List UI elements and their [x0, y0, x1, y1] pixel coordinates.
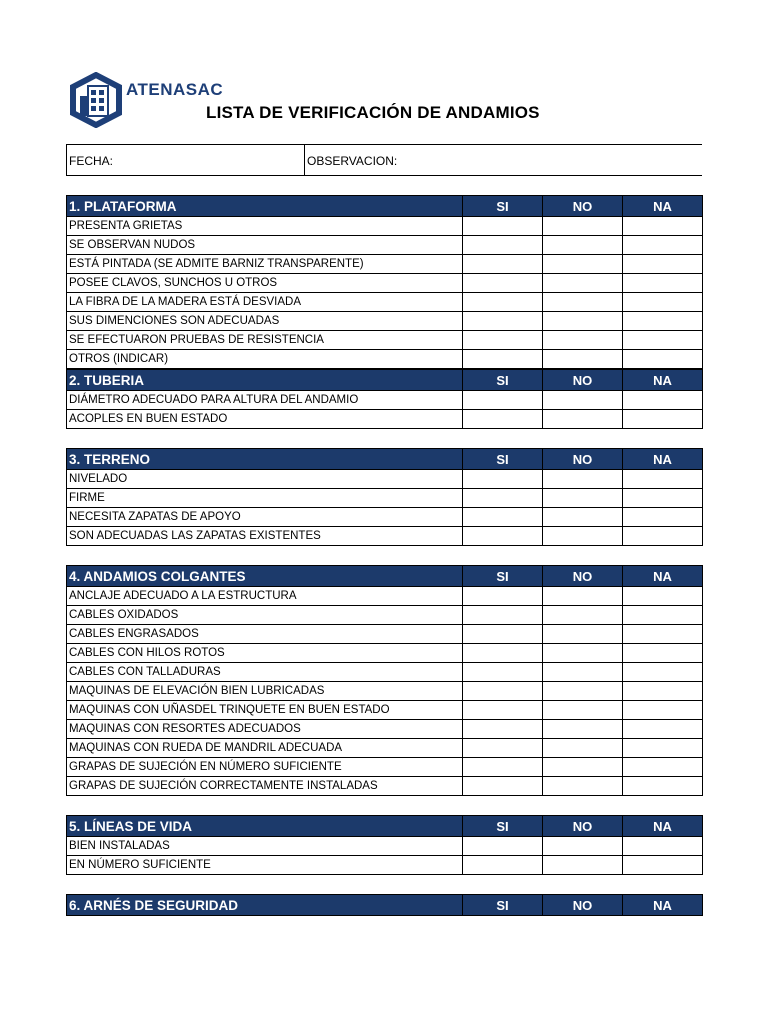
checkbox-cell-na[interactable]	[623, 293, 703, 312]
item-label: ANCLAJE ADECUADO A LA ESTRUCTURA	[67, 587, 463, 606]
item-label: SE OBSERVAN NUDOS	[67, 236, 463, 255]
column-header: NO	[543, 449, 623, 470]
section-header	[67, 196, 703, 217]
checkbox-cell-si[interactable]	[463, 410, 543, 429]
item-label: SON ADECUADAS LAS ZAPATAS EXISTENTES	[67, 527, 463, 546]
checkbox-cell-si[interactable]	[463, 470, 543, 489]
column-header: NA	[623, 196, 703, 217]
checkbox-cell-no[interactable]	[543, 701, 623, 720]
section-spacer	[66, 546, 702, 565]
section-spacer	[66, 875, 702, 894]
checkbox-cell-no[interactable]	[543, 856, 623, 875]
checkbox-cell-no[interactable]	[543, 236, 623, 255]
checkbox-cell-no[interactable]	[543, 758, 623, 777]
section-title: 4. ANDAMIOS COLGANTES	[67, 566, 463, 587]
item-label: ESTÁ PINTADA (SE ADMITE BARNIZ TRANSPARENTE)	[67, 255, 463, 274]
checkbox-cell-no[interactable]	[543, 489, 623, 508]
checkbox-cell-si[interactable]	[463, 350, 543, 369]
checkbox-cell-si[interactable]	[463, 527, 543, 546]
checkbox-cell-na[interactable]	[623, 837, 703, 856]
checkbox-cell-na[interactable]	[623, 739, 703, 758]
column-header: NA	[623, 566, 703, 587]
checkbox-cell-si[interactable]	[463, 856, 543, 875]
item-label: DIÁMETRO ADECUADO PARA ALTURA DEL ANDAMIO	[67, 391, 463, 410]
checklist-sections	[66, 195, 702, 916]
column-header: SI	[463, 370, 543, 391]
checkbox-cell-si[interactable]	[463, 701, 543, 720]
checklist-row	[67, 312, 703, 331]
checkbox-cell-si[interactable]	[463, 255, 543, 274]
checkbox-cell-na[interactable]	[623, 777, 703, 796]
checklist-row	[67, 644, 703, 663]
header-fields	[66, 144, 702, 176]
checkbox-cell-si[interactable]	[463, 644, 543, 663]
checkbox-cell-na[interactable]	[623, 312, 703, 331]
checkbox-cell-no[interactable]	[543, 217, 623, 236]
checklist-row	[67, 625, 703, 644]
section-header	[67, 370, 703, 391]
checkbox-cell-si[interactable]	[463, 236, 543, 255]
checklist-row	[67, 350, 703, 369]
column-header: NO	[543, 196, 623, 217]
checkbox-cell-si[interactable]	[463, 606, 543, 625]
checkbox-cell-no[interactable]	[543, 739, 623, 758]
checkbox-cell-na[interactable]	[623, 331, 703, 350]
item-label: ACOPLES EN BUEN ESTADO	[67, 410, 463, 429]
column-header: NA	[623, 816, 703, 837]
checkbox-cell-si[interactable]	[463, 331, 543, 350]
checkbox-cell-si[interactable]	[463, 312, 543, 331]
item-label: LA FIBRA DE LA MADERA ESTÁ DESVIADA	[67, 293, 463, 312]
checkbox-cell-no[interactable]	[543, 837, 623, 856]
checkbox-cell-si[interactable]	[463, 682, 543, 701]
section-title: 2. TUBERIA	[67, 370, 463, 391]
checklist-row	[67, 391, 703, 410]
checkbox-cell-no[interactable]	[543, 644, 623, 663]
checklist-row	[67, 856, 703, 875]
checklist-row	[67, 758, 703, 777]
checklist-row	[67, 331, 703, 350]
item-label: GRAPAS DE SUJECIÓN CORRECTAMENTE INSTALADAS	[67, 777, 463, 796]
checkbox-cell-si[interactable]	[463, 758, 543, 777]
item-label: BIEN INSTALADAS	[67, 837, 463, 856]
checkbox-cell-na[interactable]	[623, 587, 703, 606]
section-spacer	[66, 796, 702, 815]
checklist-row	[67, 720, 703, 739]
checkbox-cell-na[interactable]	[623, 274, 703, 293]
checkbox-cell-no[interactable]	[543, 331, 623, 350]
checkbox-cell-no[interactable]	[543, 663, 623, 682]
item-label: CABLES ENGRASADOS	[67, 625, 463, 644]
checkbox-cell-na[interactable]	[623, 856, 703, 875]
checkbox-cell-na[interactable]	[623, 508, 703, 527]
checkbox-cell-si[interactable]	[463, 837, 543, 856]
checklist-row	[67, 606, 703, 625]
checkbox-cell-si[interactable]	[463, 489, 543, 508]
column-header: SI	[463, 816, 543, 837]
checklist-section	[66, 195, 703, 369]
checkbox-cell-si[interactable]	[463, 625, 543, 644]
checkbox-cell-na[interactable]	[623, 255, 703, 274]
checkbox-cell-na[interactable]	[623, 527, 703, 546]
item-label: MAQUINAS DE ELEVACIÓN BIEN LUBRICADAS	[67, 682, 463, 701]
column-header: SI	[463, 566, 543, 587]
checklist-section	[66, 369, 703, 429]
checkbox-cell-no[interactable]	[543, 508, 623, 527]
document-title: LISTA DE VERIFICACIÓN DE ANDAMIOS	[206, 103, 540, 122]
checkbox-cell-na[interactable]	[623, 663, 703, 682]
checkbox-cell-no[interactable]	[543, 255, 623, 274]
item-label: EN NÚMERO SUFICIENTE	[67, 856, 463, 875]
checkbox-cell-na[interactable]	[623, 701, 703, 720]
checkbox-cell-si[interactable]	[463, 274, 543, 293]
item-label: POSEE CLAVOS, SUNCHOS U OTROS	[67, 274, 463, 293]
checkbox-cell-na[interactable]	[623, 644, 703, 663]
column-header: SI	[463, 196, 543, 217]
checkbox-cell-si[interactable]	[463, 293, 543, 312]
checklist-row	[67, 217, 703, 236]
checklist-row	[67, 837, 703, 856]
column-header: NO	[543, 370, 623, 391]
checkbox-cell-na[interactable]	[623, 625, 703, 644]
section-header	[67, 449, 703, 470]
checkbox-cell-no[interactable]	[543, 527, 623, 546]
checkbox-cell-na[interactable]	[623, 236, 703, 255]
checkbox-cell-no[interactable]	[543, 312, 623, 331]
column-header: SI	[463, 449, 543, 470]
checklist-row	[67, 587, 703, 606]
column-header: NO	[543, 816, 623, 837]
section-title: 6. ARNÉS DE SEGURIDAD	[67, 895, 463, 916]
checkbox-cell-no[interactable]	[543, 410, 623, 429]
checkbox-cell-na[interactable]	[623, 606, 703, 625]
item-label: PRESENTA GRIETAS	[67, 217, 463, 236]
checklist-row	[67, 274, 703, 293]
checklist-row	[67, 293, 703, 312]
section-header	[67, 816, 703, 837]
section-title: 1. PLATAFORMA	[67, 196, 463, 217]
section-header	[67, 566, 703, 587]
checkbox-cell-si[interactable]	[463, 777, 543, 796]
building-hexagon-logo-icon	[68, 72, 124, 128]
checkbox-cell-no[interactable]	[543, 293, 623, 312]
checkbox-cell-na[interactable]	[623, 682, 703, 701]
brand-name: ATENASAC	[126, 80, 224, 99]
checkbox-cell-na[interactable]	[623, 470, 703, 489]
checklist-row	[67, 527, 703, 546]
checkbox-cell-si[interactable]	[463, 217, 543, 236]
section-spacer	[66, 429, 702, 448]
item-label: MAQUINAS CON RUEDA DE MANDRIL ADECUADA	[67, 739, 463, 758]
checklist-row	[67, 489, 703, 508]
checkbox-cell-no[interactable]	[543, 777, 623, 796]
item-label: MAQUINAS CON UÑASDEL TRINQUETE EN BUEN ESTADO	[67, 701, 463, 720]
section-title: 3. TERRENO	[67, 449, 463, 470]
checkbox-cell-si[interactable]	[463, 663, 543, 682]
item-label: CABLES CON TALLADURAS	[67, 663, 463, 682]
checklist-row	[67, 236, 703, 255]
checkbox-cell-no[interactable]	[543, 350, 623, 369]
item-label: CABLES CON HILOS ROTOS	[67, 644, 463, 663]
item-label: FIRME	[67, 489, 463, 508]
checkbox-cell-si[interactable]	[463, 391, 543, 410]
checkbox-cell-si[interactable]	[463, 720, 543, 739]
checklist-section	[66, 565, 703, 796]
item-label: SE EFECTUARON PRUEBAS DE RESISTENCIA	[67, 331, 463, 350]
checkbox-cell-na[interactable]	[623, 489, 703, 508]
checkbox-cell-no[interactable]	[543, 625, 623, 644]
observation-field[interactable]: OBSERVACION:	[307, 154, 398, 168]
item-label: NECESITA ZAPATAS DE APOYO	[67, 508, 463, 527]
checkbox-cell-no[interactable]	[543, 391, 623, 410]
item-label: GRAPAS DE SUJECIÓN EN NÚMERO SUFICIENTE	[67, 758, 463, 777]
checkbox-cell-si[interactable]	[463, 508, 543, 527]
checkbox-cell-na[interactable]	[623, 350, 703, 369]
checkbox-cell-na[interactable]	[623, 410, 703, 429]
item-label: SUS DIMENCIONES SON ADECUADAS	[67, 312, 463, 331]
section-header	[67, 895, 703, 916]
checkbox-cell-no[interactable]	[543, 274, 623, 293]
checklist-row	[67, 508, 703, 527]
checkbox-cell-no[interactable]	[543, 587, 623, 606]
checklist-row	[67, 470, 703, 489]
column-header: NO	[543, 895, 623, 916]
checkbox-cell-no[interactable]	[543, 470, 623, 489]
checklist-row	[67, 410, 703, 429]
checklist-row	[67, 682, 703, 701]
checkbox-cell-si[interactable]	[463, 587, 543, 606]
checklist-row	[67, 255, 703, 274]
column-header: NO	[543, 566, 623, 587]
checklist-section	[66, 815, 703, 875]
checkbox-cell-no[interactable]	[543, 606, 623, 625]
item-label: OTROS (INDICAR)	[67, 350, 463, 369]
checkbox-cell-na[interactable]	[623, 758, 703, 777]
checklist-section	[66, 894, 703, 916]
column-header: NA	[623, 370, 703, 391]
checklist-row	[67, 777, 703, 796]
checklist-row	[67, 701, 703, 720]
checkbox-cell-na[interactable]	[623, 391, 703, 410]
checkbox-cell-na[interactable]	[623, 720, 703, 739]
item-label: NIVELADO	[67, 470, 463, 489]
item-label: CABLES OXIDADOS	[67, 606, 463, 625]
column-header: NA	[623, 895, 703, 916]
checkbox-cell-no[interactable]	[543, 720, 623, 739]
column-header: NA	[623, 449, 703, 470]
checkbox-cell-na[interactable]	[623, 217, 703, 236]
item-label: MAQUINAS CON RESORTES ADECUADOS	[67, 720, 463, 739]
column-header: SI	[463, 895, 543, 916]
checklist-row	[67, 663, 703, 682]
section-title: 5. LÍNEAS DE VIDA	[67, 816, 463, 837]
checkbox-cell-no[interactable]	[543, 682, 623, 701]
checklist-row	[67, 739, 703, 758]
checklist-section	[66, 448, 703, 546]
checkbox-cell-si[interactable]	[463, 739, 543, 758]
date-field[interactable]: FECHA:	[67, 145, 305, 175]
